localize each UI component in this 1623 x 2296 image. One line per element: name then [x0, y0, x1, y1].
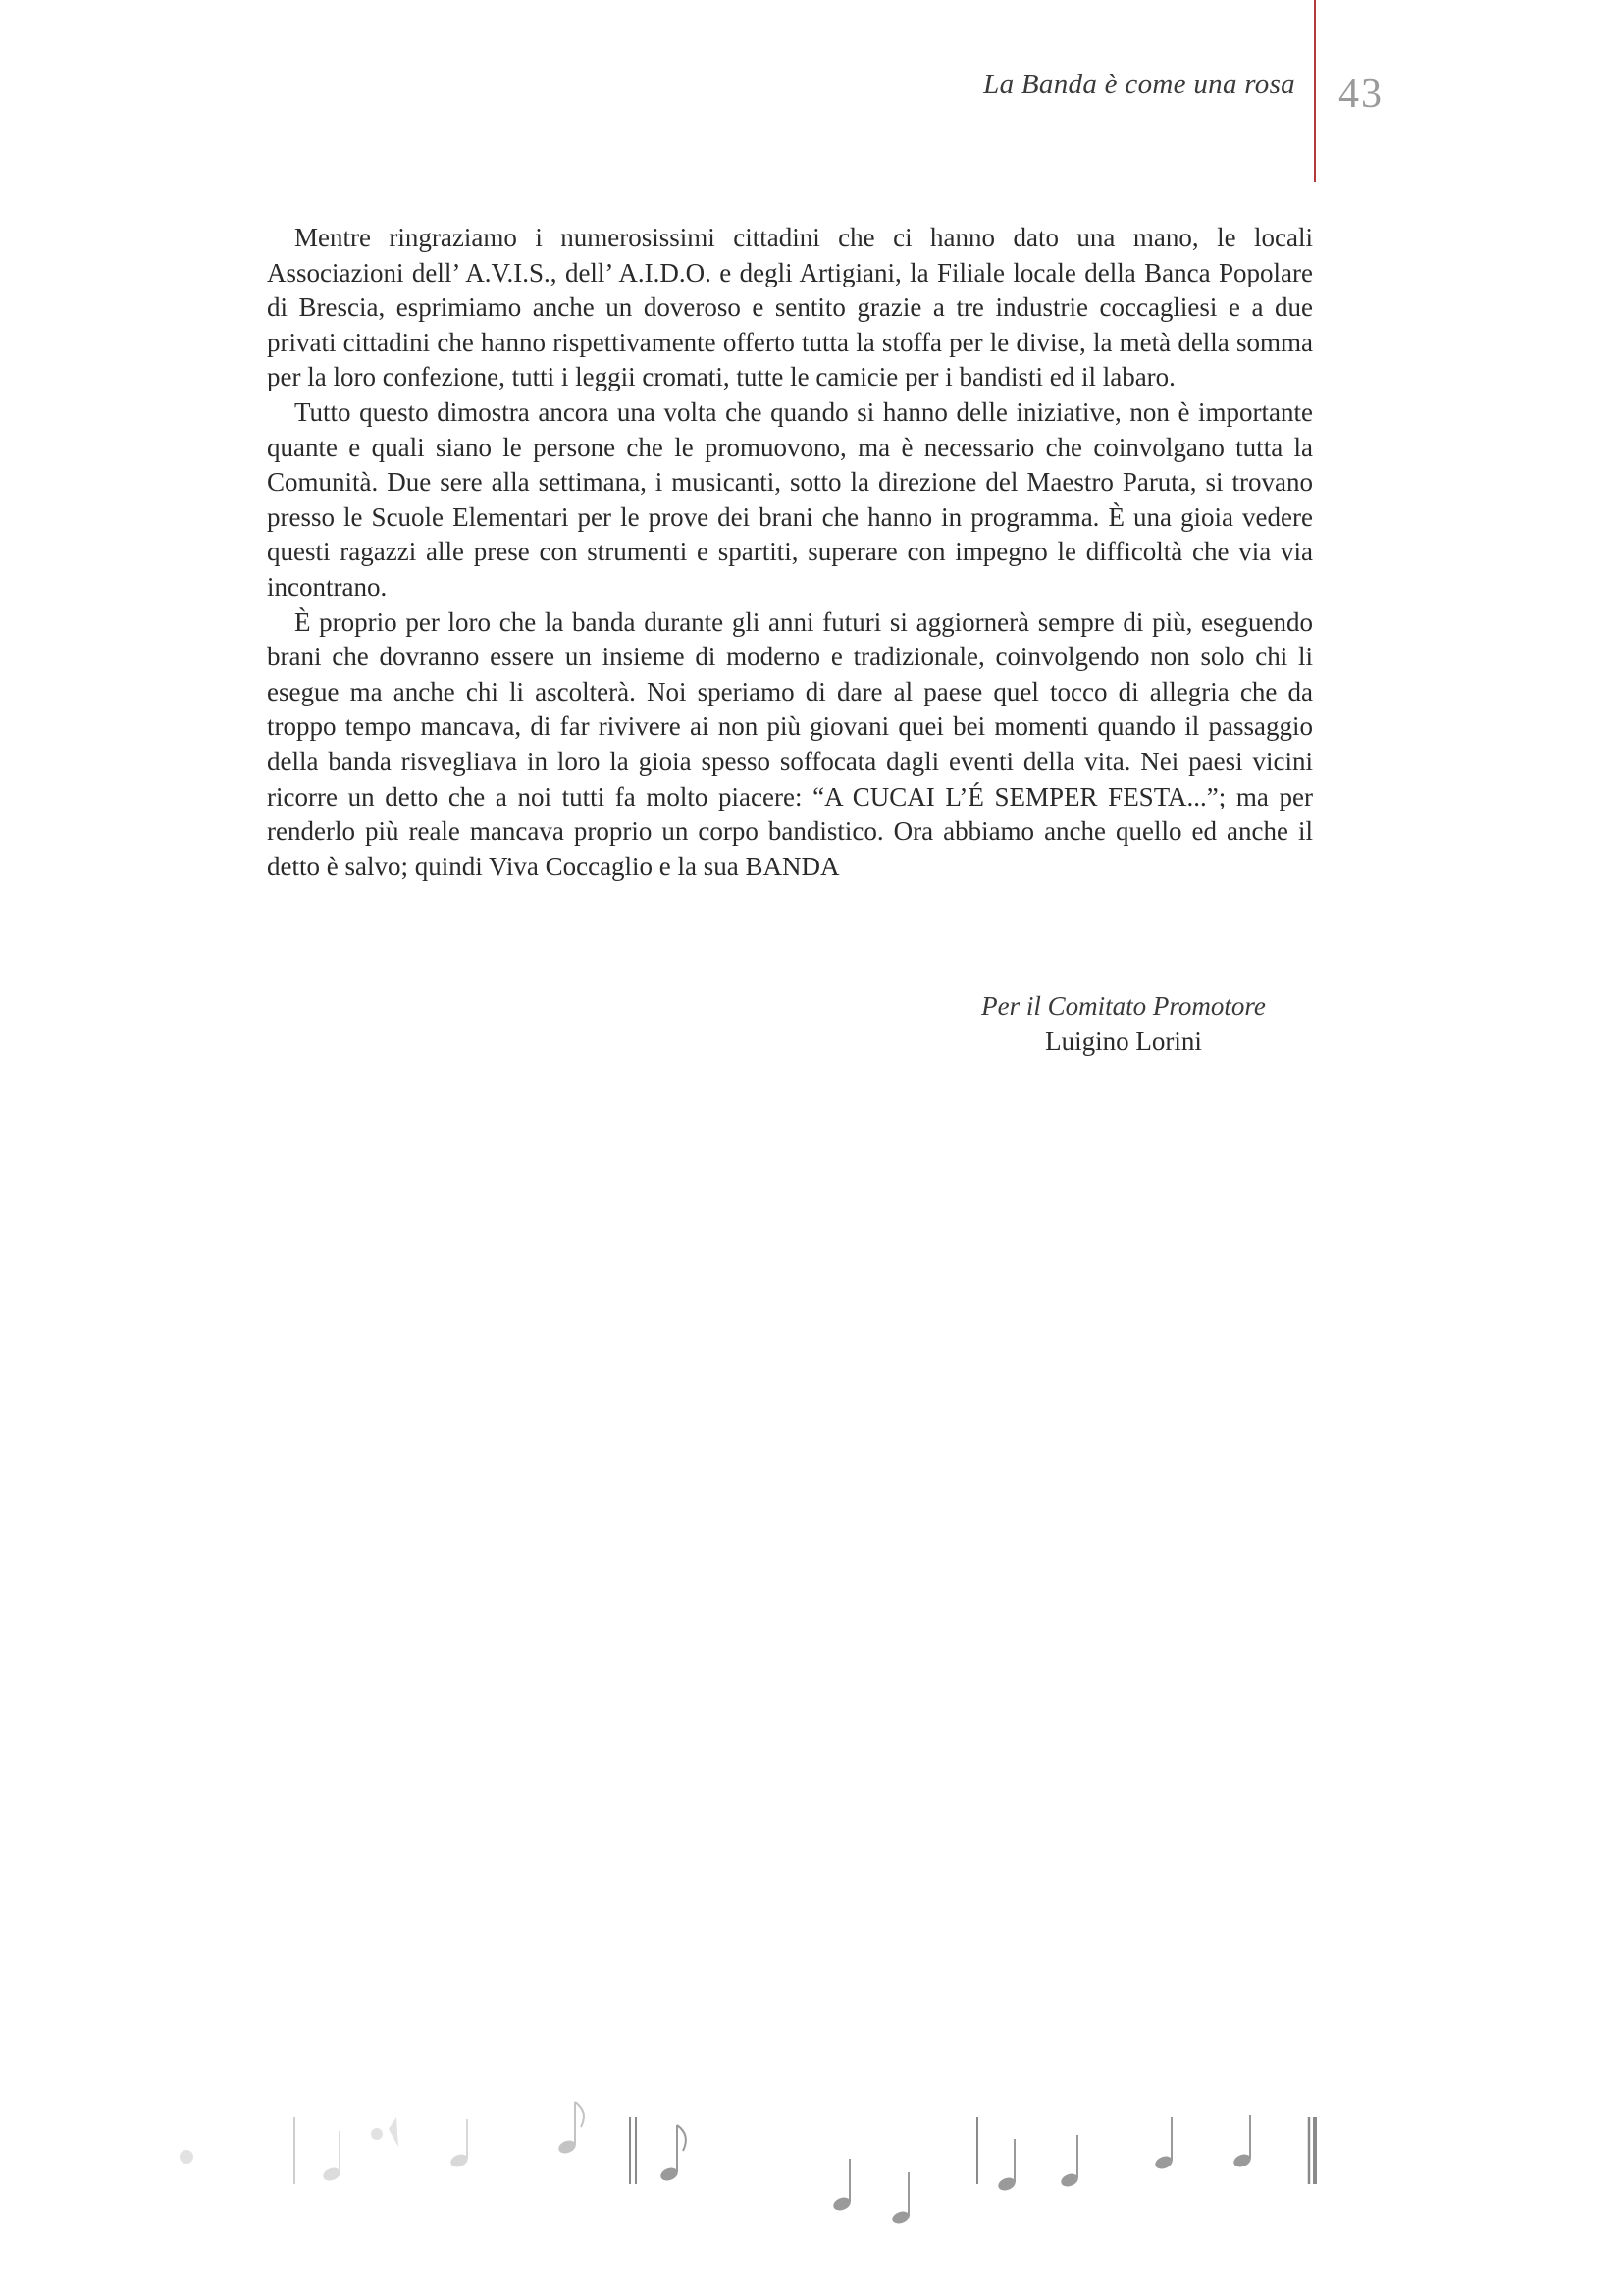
signature-block — [971, 988, 1276, 1059]
signature-name: Luigino Lorini — [1045, 1026, 1202, 1056]
header-rule — [1314, 0, 1316, 182]
paragraph: Mentre ringraziamo i numerosissimi cittadini che ci hanno dato una mano, le locali Associazioni dell’ A.V.I.S., dell’ A.I.D.O. e degli Artigiani, la Filiale locale della Banca Popolare di Brescia, esprimiamo anche un doveroso e sentito grazie a tre industrie coccagliesi e a due privati cittadini che hanno rispettivamente offerto tutta la stoffa per le divise, la metà della somma per la loro confezione, tutti i leggii cromati, tutte le camicie per i bandisti ed il labaro. — [267, 223, 1313, 392]
paragraph: Tutto questo dimostra ancora una volta che quando si hanno delle iniziative, non è importante quante e quali siano le persone che le promuovono, ma è necessario che coinvolgano tutta la Comunità. Due sere alla settimana, i musicanti, sotto la direzione del Maestro Paruta, si trovano presso le Scuole Elementari per le prove dei brani che hanno in programma. È una gioia vedere questi ragazzi alle prese con strumenti e spartiti, superare con impegno le difficoltà che via via incontrano. — [267, 396, 1313, 601]
body-text — [267, 221, 1313, 884]
signature-committee: Per il Comitato Promotore — [981, 991, 1266, 1020]
running-title: La Banda è come una rosa — [983, 69, 1295, 100]
music-staff-ornament-icon — [0, 2090, 1623, 2237]
paragraph: È proprio per loro che la banda durante gli anni futuri si aggiornerà sempre di più, eseguendo brani che dovranno essere un insieme di moderno e tradizionale, coinvolgendo non solo chi li esegue ma anche chi li ascolterà. Noi speriamo di dare al paese quel tocco di allegria che da troppo tempo mancava, di far rivivere ai non più giovani quei bei momenti quando il passaggio della banda risvegliava in loro la gioia spesso soffocata dagli eventi della vita. Nei paesi vicini ricorre un detto che a noi tutti fa molto piacere: “A CUCAI L’É SEMPER FESTA...”; ma per renderlo più reale mancava proprio un corpo bandistico. Ora abbiamo anche quello ed anche il detto è salvo; quindi Viva Coccaglio e la sua BANDA — [267, 606, 1313, 881]
page-number: 43 — [1338, 72, 1384, 117]
